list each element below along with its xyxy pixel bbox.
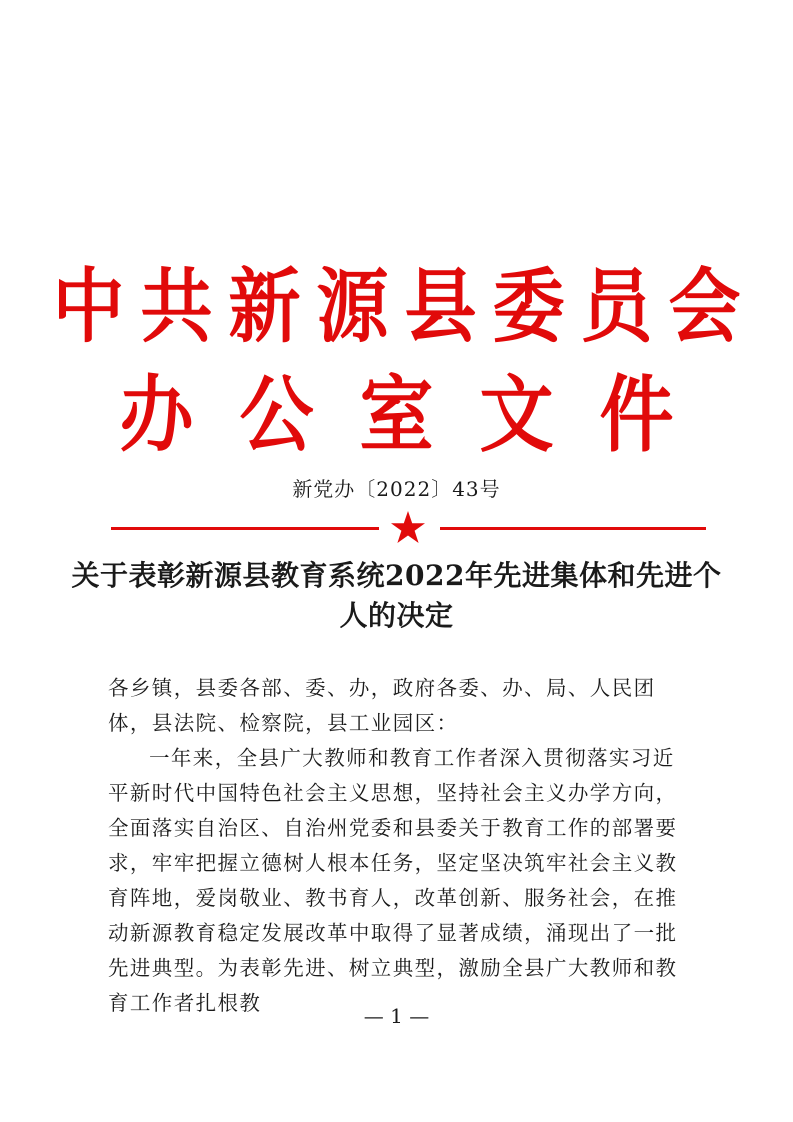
page-number: — 1 — — [363, 1004, 430, 1028]
document-title: 关于表彰新源县教育系统2022年先进集体和先进个人的决定 — [71, 559, 722, 632]
addressees: 各乡镇，县委各部、委、办，政府各委、办、局、人民团体，县法院、检察院，县工业园区： — [108, 676, 656, 735]
red-header-line-2: 办公室文件 — [119, 367, 720, 464]
document-number: 新党办〔2022〕43号 — [292, 477, 501, 501]
red-star-icon — [390, 510, 426, 546]
body-paragraph: 一年来，全县广大教师和教育工作者深入贯彻落实习近平新时代中国特色社会主义思想，坚持社会主义办学方向，全面落实自治区、自治州党委和县委关于教育工作的部署要求，牢牢把握立德树人根本任务，坚定坚决筑牢社会主义教育阵地，爱岗敬业、教书育人，改革创新、服务社会，在推动新源教育稳定发展改革中取得了显著成绩，涌现出了一批先进典型。为表彰先进、树立典型，激励全县广大教师和教育工作者扎根教 — [108, 746, 678, 1015]
red-divider-right — [440, 527, 706, 530]
red-header-line-1: 中共新源县委员会 — [52, 259, 757, 354]
red-divider-left — [111, 527, 379, 530]
